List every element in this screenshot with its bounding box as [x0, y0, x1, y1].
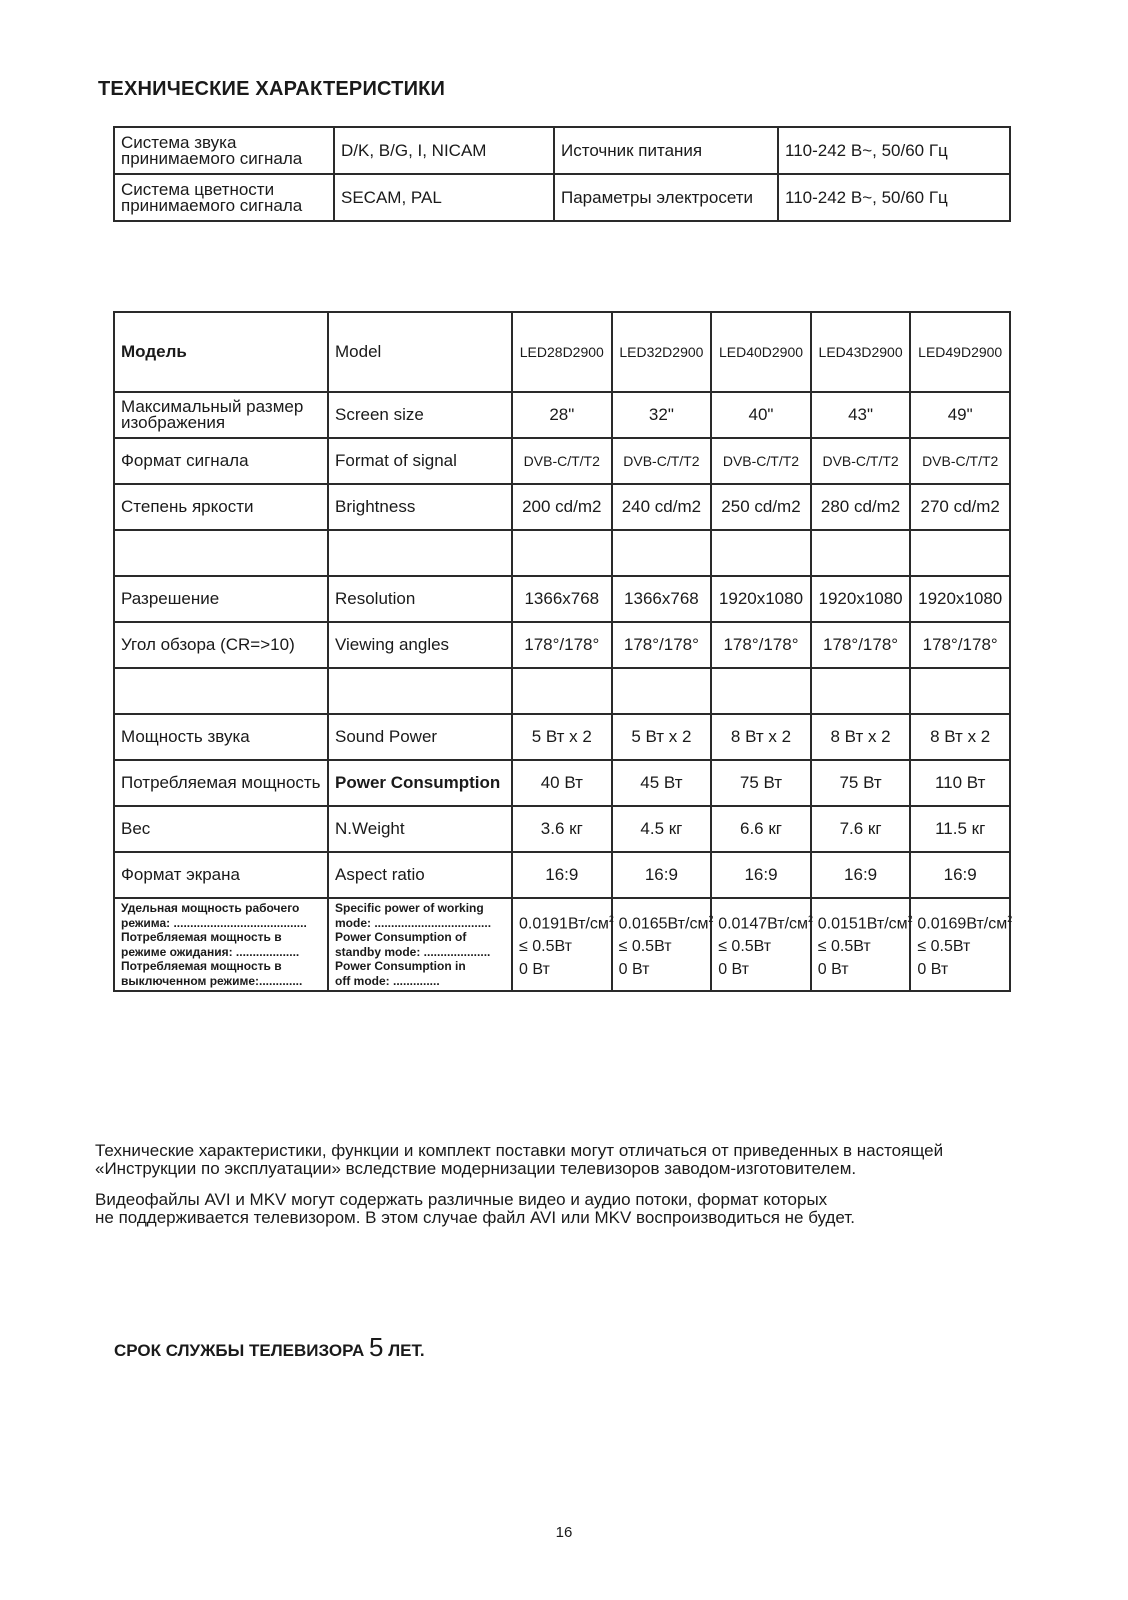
note-line: режима: ........................................ [121, 915, 307, 930]
off-power: 0 Вт [817, 961, 849, 979]
row-label-en: Model [328, 312, 512, 392]
value-cell: 1366x768 [512, 576, 612, 622]
row-label-en: Screen size [328, 392, 512, 438]
empty-cell [328, 530, 512, 576]
table-cell: Источник питания [554, 127, 778, 174]
standby-power: ≤ 0.5Вт [817, 938, 871, 956]
row-label-ru: Угол обзора (CR=>10) [114, 622, 328, 668]
value-cell: 280 cd/m2 [811, 484, 911, 530]
note-line: «Инструкции по эксплуатации» вследствие модернизации телевизоров заводом-изготовителем. [95, 1159, 857, 1178]
value-cell: 110 Вт [910, 760, 1010, 806]
note-line: Потребляемая мощность в [121, 930, 282, 944]
value-cell: 28" [512, 392, 612, 438]
row-label-ru: Формат сигнала [114, 438, 328, 484]
value-cell: LED49D2900 [910, 312, 1010, 392]
row-label-en: Aspect ratio [328, 852, 512, 898]
row-label-en: Sound Power [328, 714, 512, 760]
value-cell: 45 Вт [612, 760, 712, 806]
value-cell: 16:9 [910, 852, 1010, 898]
specific-power-value: 0.0165Вт/см [618, 915, 709, 933]
specific-power [718, 908, 814, 935]
note-line: не поддерживается телевизором. В этом случае файл AVI или MKV воспроизводиться не будет. [95, 1208, 855, 1227]
standby-power: ≤ 0.5Вт [917, 938, 971, 956]
note-line: off mode: .............. [335, 973, 440, 988]
table-cell: 110-242 В~, 50/60 Гц [778, 174, 1010, 221]
note-line: mode: ................................... [335, 915, 492, 930]
empty-cell [612, 530, 712, 576]
value-cell: 200 cd/m2 [512, 484, 612, 530]
value-cell: 75 Вт [711, 760, 811, 806]
standby-power: ≤ 0.5Вт [718, 938, 772, 956]
value-cell: DVB-C/T/T2 [612, 438, 712, 484]
value-cell: 1920x1080 [910, 576, 1010, 622]
table-row [114, 438, 1010, 484]
empty-cell [910, 668, 1010, 714]
value-cell: 49" [910, 392, 1010, 438]
off-power: 0 Вт [618, 961, 650, 979]
value-cell: 1920x1080 [711, 576, 811, 622]
value-cell: 32" [612, 392, 712, 438]
value-cell: 40" [711, 392, 811, 438]
value-cell: 250 cd/m2 [711, 484, 811, 530]
value-cell: 1366x768 [612, 576, 712, 622]
note-line: режиме ожидания: ................... [121, 944, 300, 959]
service-life [114, 1332, 425, 1363]
unit-exponent: 2 [907, 913, 913, 924]
table-row [114, 392, 1010, 438]
value-cell: LED32D2900 [612, 312, 712, 392]
unit-exponent: 2 [608, 913, 614, 924]
value-cell: 43" [811, 392, 911, 438]
table-row [114, 174, 1010, 221]
note-line: Потребляемая мощность в [121, 959, 282, 973]
value-cell: 178°/178° [612, 622, 712, 668]
value-cell: 240 cd/m2 [612, 484, 712, 530]
value-cell: 5 Вт x 2 [612, 714, 712, 760]
note-line: выключенном режиме:............. [121, 973, 303, 988]
value-cell: 7.6 кг [811, 806, 911, 852]
value-cell: 178°/178° [711, 622, 811, 668]
row-label-ru: Разрешение [114, 576, 328, 622]
table-row [114, 484, 1010, 530]
row-label-en: Power Consumption [328, 760, 512, 806]
table-cell: Параметры электросети [554, 174, 778, 221]
value-cell: DVB-C/T/T2 [811, 438, 911, 484]
note-paragraph-1 [95, 1142, 943, 1178]
specific-power [917, 908, 1013, 935]
note-line: Specific power of working [335, 901, 484, 915]
row-label-ru: Мощность звука [114, 714, 328, 760]
value-cell: DVB-C/T/T2 [910, 438, 1010, 484]
value-cell: 8 Вт x 2 [811, 714, 911, 760]
page-number: 16 [555, 1524, 573, 1541]
table-row [114, 622, 1010, 668]
empty-cell [512, 668, 612, 714]
row-label-ru: Модель [114, 312, 328, 392]
row-label-ru: Потребляемая мощность [114, 760, 328, 806]
value-cell: 178°/178° [811, 622, 911, 668]
table-row [114, 806, 1010, 852]
specific-power-value: 0.0151Вт/см [817, 915, 908, 933]
note-paragraph-2 [95, 1191, 855, 1227]
table-row [114, 668, 1010, 714]
value-cell: 16:9 [811, 852, 911, 898]
value-cell: 178°/178° [512, 622, 612, 668]
row-label-ru: Формат экрана [114, 852, 328, 898]
specific-power [618, 908, 714, 935]
value-cell: 8 Вт x 2 [711, 714, 811, 760]
empty-cell [328, 668, 512, 714]
note-line: standby mode: .................... [335, 944, 491, 959]
off-power: 0 Вт [917, 961, 949, 979]
value-cell: 1920x1080 [811, 576, 911, 622]
empty-cell [910, 530, 1010, 576]
unit-exponent: 2 [708, 913, 714, 924]
row-label-en: Resolution [328, 576, 512, 622]
value-cell: 4.5 кг [612, 806, 712, 852]
table-row [114, 898, 1010, 991]
power-modes-cell [907, 898, 1013, 991]
value-cell: DVB-C/T/T2 [711, 438, 811, 484]
spec-table [113, 311, 1011, 992]
empty-cell [811, 668, 911, 714]
standby-power: ≤ 0.5Вт [618, 938, 672, 956]
value-cell: 16:9 [612, 852, 712, 898]
off-power: 0 Вт [718, 961, 749, 979]
power-modes-label-ru [114, 898, 328, 991]
row-label-ru: Максимальный размер изображения [114, 392, 328, 438]
table-cell: Система звука принимаемого сигнала [114, 127, 334, 174]
value-cell: 16:9 [512, 852, 612, 898]
power-modes-cell [612, 898, 712, 991]
row-label-ru: Вес [114, 806, 328, 852]
service-life-suffix: ЛЕТ. [383, 1341, 425, 1360]
service-life-prefix: СРОК СЛУЖБЫ ТЕЛЕВИЗОРА [114, 1341, 369, 1360]
table-cell: 110-242 В~, 50/60 Гц [778, 127, 1010, 174]
specific-power [817, 908, 913, 935]
signal-power-table [113, 126, 1011, 222]
power-modes-cell [512, 898, 612, 991]
value-cell: LED43D2900 [811, 312, 911, 392]
power-modes-label-en [328, 898, 512, 991]
row-label-en: N.Weight [328, 806, 512, 852]
note-line: Power Consumption in [335, 959, 466, 973]
value-cell: LED28D2900 [512, 312, 612, 392]
note-line: Видеофайлы AVI и MKV могут содержать различные видео и аудио потоки, формат которых [95, 1190, 828, 1209]
empty-cell [811, 530, 911, 576]
empty-cell [612, 668, 712, 714]
value-cell: 40 Вт [512, 760, 612, 806]
note-line: Удельная мощность рабочего [121, 901, 300, 915]
table-cell: D/K, B/G, I, NICAM [334, 127, 554, 174]
unit-exponent: 2 [1007, 913, 1013, 924]
value-cell: 11.5 кг [910, 806, 1010, 852]
table-row [114, 530, 1010, 576]
specific-power [519, 908, 614, 935]
service-life-number: 5 [369, 1332, 384, 1362]
standby-power: ≤ 0.5Вт [519, 938, 572, 956]
value-cell: 5 Вт x 2 [512, 714, 612, 760]
power-modes-cell [811, 898, 911, 991]
specific-power-value: 0.0191Вт/см [519, 915, 609, 933]
row-label-en: Viewing angles [328, 622, 512, 668]
page-title: ТЕХНИЧЕСКИЕ ХАРАКТЕРИСТИКИ [98, 78, 446, 100]
table-row [114, 714, 1010, 760]
note-line: Power Consumption of [335, 930, 467, 944]
row-label-en: Brightness [328, 484, 512, 530]
off-power: 0 Вт [519, 961, 550, 979]
value-cell: 3.6 кг [512, 806, 612, 852]
value-cell: 6.6 кг [711, 806, 811, 852]
power-modes-cell [711, 898, 814, 991]
empty-cell [711, 530, 811, 576]
row-label-ru: Степень яркости [114, 484, 328, 530]
empty-cell [711, 668, 811, 714]
note-line: Технические характеристики, функции и комплект поставки могут отличаться от приведенных в настоящей [95, 1141, 944, 1160]
row-label-en: Format of signal [328, 438, 512, 484]
specific-power-value: 0.0169Вт/см [917, 915, 1008, 933]
value-cell: 16:9 [711, 852, 811, 898]
value-cell: DVB-C/T/T2 [512, 438, 612, 484]
empty-cell [512, 530, 612, 576]
empty-cell [114, 530, 328, 576]
table-row [114, 576, 1010, 622]
value-cell: 178°/178° [910, 622, 1010, 668]
value-cell: LED40D2900 [711, 312, 811, 392]
table-row [114, 127, 1010, 174]
table-cell: Система цветности принимаемого сигнала [114, 174, 334, 221]
value-cell: 8 Вт x 2 [910, 714, 1010, 760]
table-cell: SECAM, PAL [334, 174, 554, 221]
unit-exponent: 2 [808, 913, 814, 924]
table-row [114, 760, 1010, 806]
empty-cell [114, 668, 328, 714]
value-cell: 270 cd/m2 [910, 484, 1010, 530]
specific-power-value: 0.0147Вт/см [718, 915, 809, 933]
table-row [114, 852, 1010, 898]
value-cell: 75 Вт [811, 760, 911, 806]
table-row [114, 312, 1010, 392]
